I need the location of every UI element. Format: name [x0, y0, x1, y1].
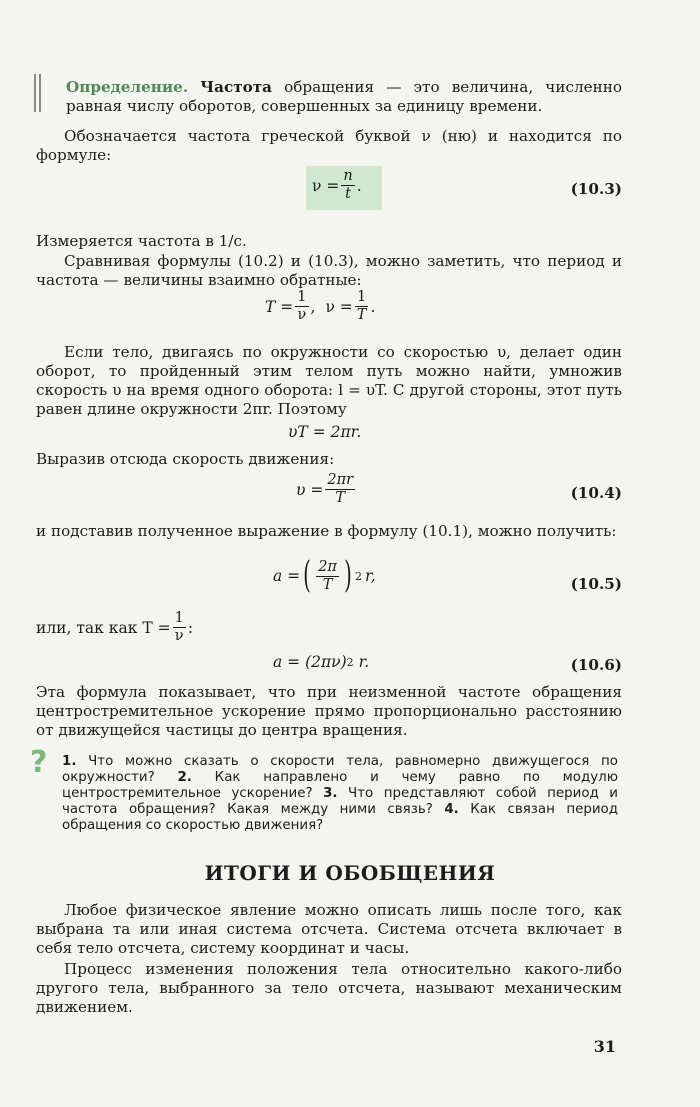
- definition-text: обращения — это величина, численно равная числу оборотов, совершенных за единицу времени.: [66, 78, 623, 115]
- paragraph: Измеряется частота в 1/с.: [36, 232, 247, 250]
- formula-10-6: a = (2πν) 2 r.: [273, 653, 370, 671]
- formula-vt: υT = 2πr.: [288, 423, 362, 441]
- equation-number: (10.4): [570, 484, 622, 502]
- summary-paragraph: Любое физическое явление можно описать лишь после того, как выбрана та или иная система отсчета. Система отсчета включает в себя тело отсчета, систему координат и часы.: [36, 901, 622, 957]
- formula-inverse: T = $\frac{1}{\nu}$ , ν = $\frac{1}{T}$ .: [265, 289, 376, 323]
- equation-number: (10.6): [570, 656, 622, 674]
- paragraph: и подставив полученное выражение в формулу (10.1), можно получить:: [36, 522, 617, 540]
- equation-number: (10.3): [570, 180, 622, 198]
- definition-paragraph: [66, 78, 622, 116]
- definition-marker: [34, 74, 36, 112]
- section-heading: ИТОГИ И ОБОБЩЕНИЯ: [204, 861, 496, 885]
- review-questions: 1. Что можно сказать о скорости тела, равномерно движущегося по окружности? 2. Как направлено и чему равно по модулю центростремительное ускорение? 3. Что представляют собой период и частота обращения? Какая между ними связь? 4. Как связан период обращения со скоростью движения?: [62, 754, 619, 833]
- formula-10-4: υ = $\frac{2\pi r}{T}$: [296, 472, 354, 506]
- question-mark-icon: ?: [30, 745, 48, 780]
- paragraph: Эта формула показывает, что при неизменной частоте обращения центростремительное ускорение прямо пропорционально расстоянию от движущейся частицы до центра вращения.: [36, 683, 622, 739]
- paragraph: Обозначается частота греческой буквой ν (ню) и находится по формуле:: [36, 127, 622, 164]
- definition-label: Определение.: [66, 78, 189, 96]
- page-number: 31: [593, 1037, 616, 1056]
- formula-10-3: ν = $\frac{n}{t}$ .: [312, 168, 362, 202]
- paragraph: Сравнивая формулы (10.2) и (10.3), можно заметить, что период и частота — величины взаимно обратные:: [36, 252, 622, 289]
- definition-marker: [39, 74, 41, 112]
- paragraph: Выразив отсюда скорость движения:: [36, 450, 335, 468]
- formula-10-5: a = ( $\frac{2\pi}{T}$ ) 2 r,: [273, 555, 376, 596]
- equation-number: (10.5): [570, 575, 622, 593]
- summary-paragraph: Процесс изменения положения тела относительно какого-либо другого тела, выбранного за тело отсчета, называют механическим движением.: [36, 960, 622, 1016]
- definition-term: Частота: [200, 78, 272, 96]
- paragraph: Если тело, двигаясь по окружности со скоростью υ, делает один оборот, то пройденный этим телом путь можно найти, умножив скорость υ на время одного оборота: l = υT. С другой стороны, этот путь равен длине окружности 2πr. Поэтому: [36, 343, 622, 418]
- paragraph-condition: или, так как T = $\frac{1}{\nu}$ :: [36, 610, 194, 644]
